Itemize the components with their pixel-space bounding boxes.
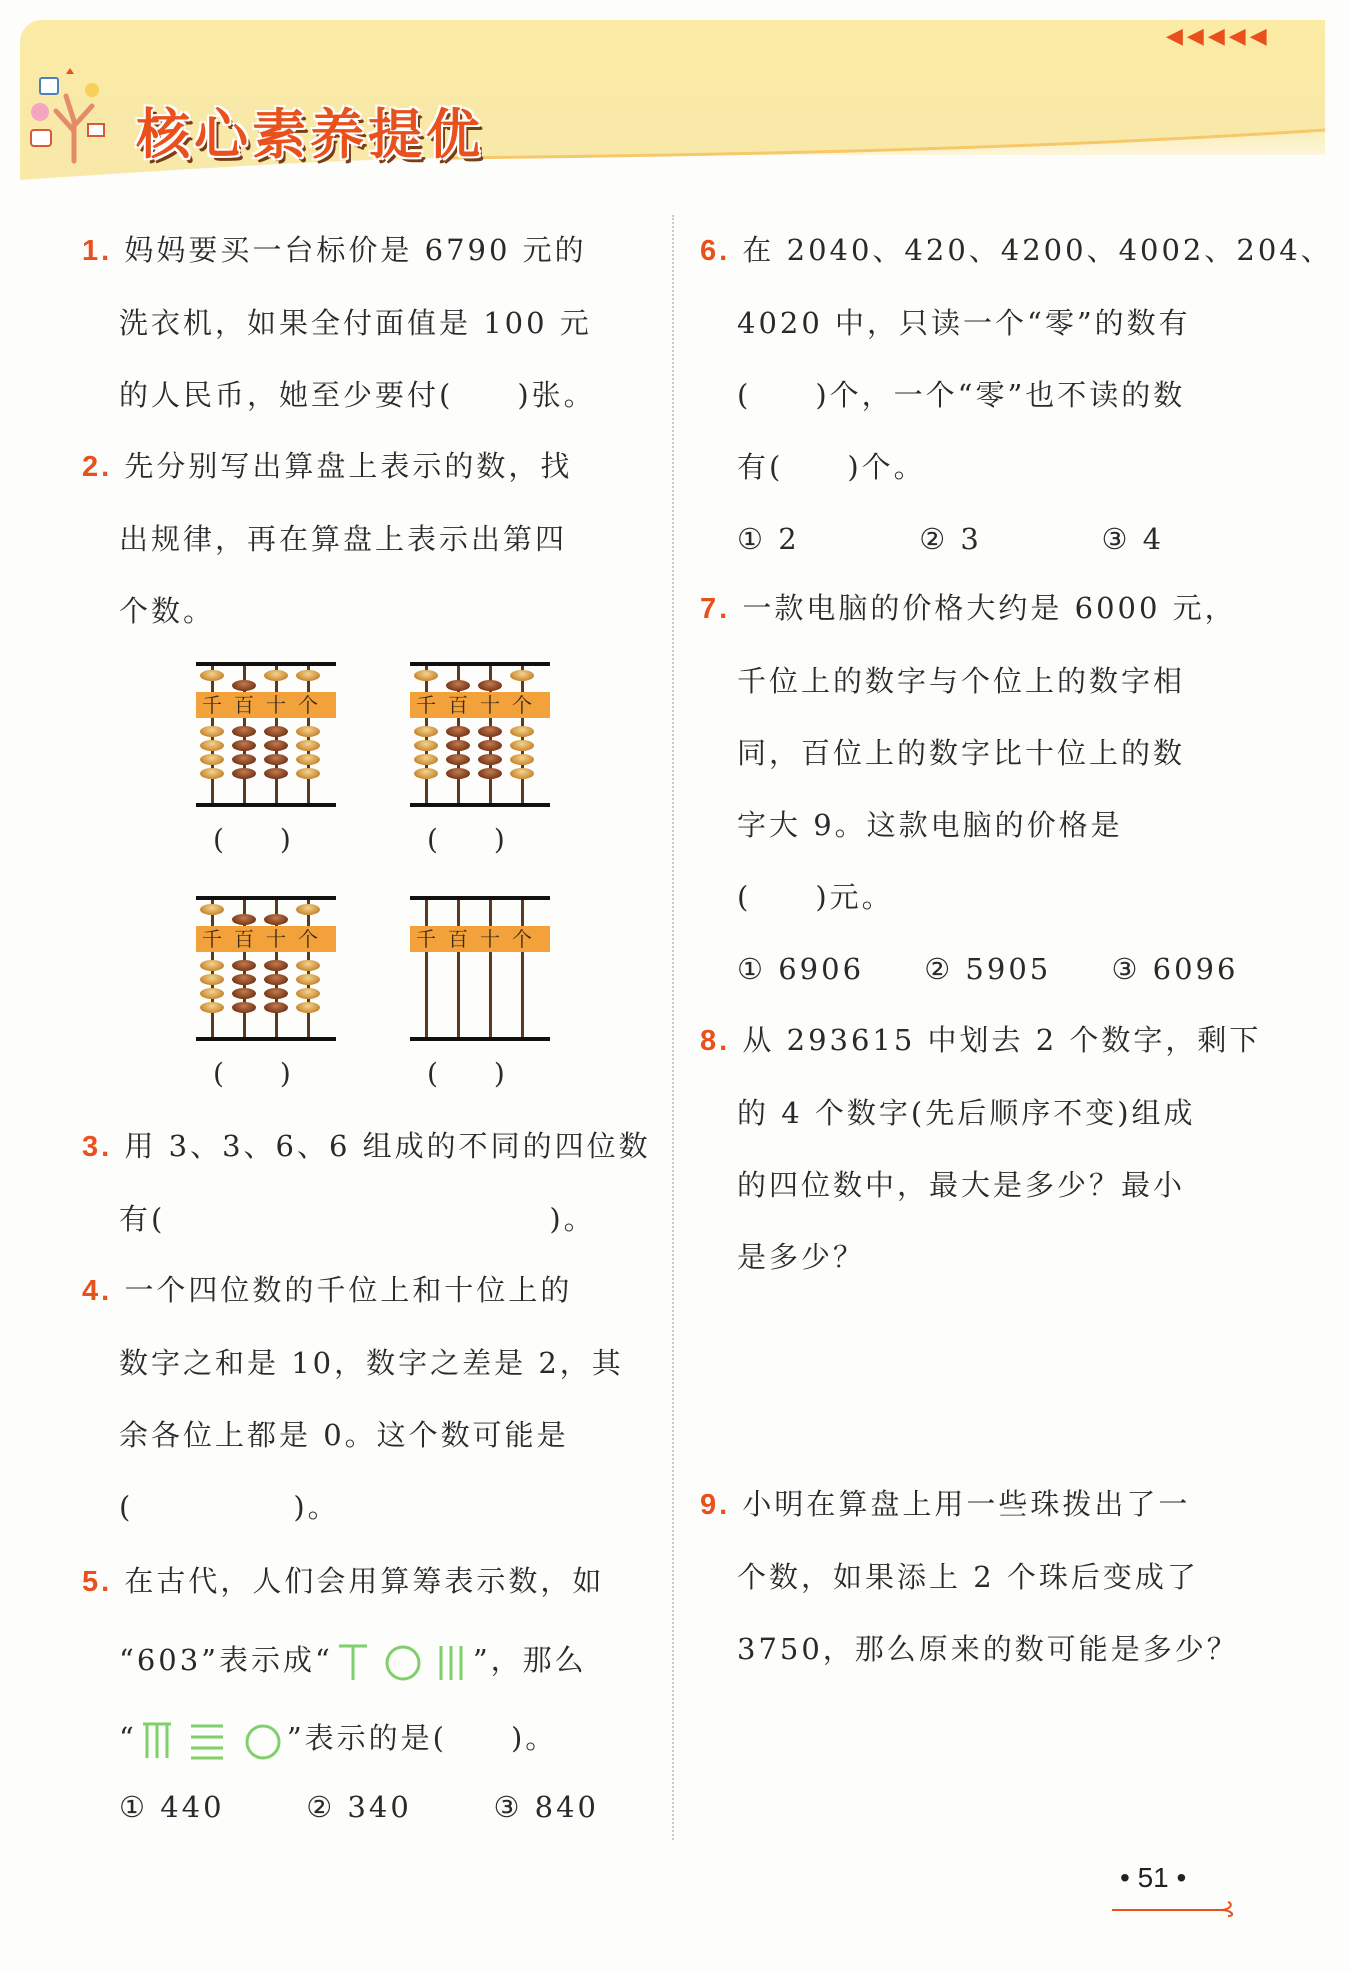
abacus-lower-bead: [446, 726, 470, 737]
column-divider: [672, 215, 674, 1840]
abacus-lower-bead: [296, 726, 320, 737]
question-text: 一款电脑的价格大约是 6000 元，: [742, 591, 1237, 625]
abacus-lower-bead: [200, 988, 224, 999]
abacus-lower-bead: [200, 754, 224, 765]
question-text: 同，百位上的数字比十位上的数: [737, 736, 1186, 770]
question-number: 6.: [700, 235, 731, 267]
abacus-lower-bead: [478, 754, 502, 765]
abacus-lower-bead: [296, 754, 320, 765]
option-3[interactable]: ③ 4: [1101, 522, 1165, 556]
abacus-lower-bead: [200, 740, 224, 751]
abacus-upper-bead: [478, 680, 502, 691]
question-text: 4020 中，只读一个“零”的数有: [737, 306, 1191, 340]
abacus-frame-top: [196, 662, 336, 666]
abacus-lower-bead: [478, 768, 502, 779]
question-text: “603”表示成“: [119, 1643, 333, 1677]
option-3[interactable]: ③ 840: [493, 1790, 600, 1824]
abacus-lower-bead: [200, 1002, 224, 1013]
question-text: 出规律，再在算盘上表示出第四: [119, 522, 568, 556]
question-7: [700, 572, 1238, 1005]
abacus-lower-bead: [478, 740, 502, 751]
arrow-left-icon: ◀: [1207, 24, 1225, 49]
abacus-lower-bead: [296, 740, 320, 751]
question-number: 3.: [82, 1131, 113, 1163]
section-title: 核心素养提优: [136, 103, 484, 166]
question-number: 4.: [82, 1275, 113, 1307]
arrow-left-icon: ◀: [1249, 24, 1267, 49]
question-text: 洗衣机，如果全付面值是 100 元: [119, 306, 592, 340]
question-text: 是多少？: [737, 1240, 866, 1274]
abacus-lower-bead: [264, 960, 288, 971]
abacus-lower-bead: [296, 974, 320, 985]
question-number: 8.: [700, 1025, 731, 1057]
abacus-2: [410, 662, 550, 807]
abacus-lower-bead: [296, 988, 320, 999]
question-text: 的 4 个数字(先后顺序不变)组成: [737, 1096, 1196, 1130]
abacus-lower-bead: [510, 754, 534, 765]
question-text: 数字之和是 10，数字之差是 2，其: [119, 1346, 624, 1380]
question-text: 用 3、3、6、6 组成的不同的四位数: [124, 1129, 651, 1163]
question-text: ( )。: [119, 1490, 340, 1524]
abacus-lower-bead: [414, 768, 438, 779]
question-number: 1.: [82, 235, 113, 267]
question-number: 2.: [82, 451, 113, 483]
option-3[interactable]: ③ 6096: [1111, 952, 1239, 986]
question-text: 余各位上都是 0。这个数可能是: [119, 1418, 569, 1452]
abacus-lower-bead: [232, 974, 256, 985]
abacus-lower-bead: [510, 726, 534, 737]
question-number: 9.: [700, 1489, 731, 1521]
option-2[interactable]: ② 3: [919, 522, 982, 556]
abacus-lower-bead: [264, 1002, 288, 1013]
abacus-column-label: 个: [298, 693, 318, 717]
abacus-lower-bead: [200, 974, 224, 985]
abacus-lower-bead: [414, 740, 438, 751]
abacus-frame-bottom: [196, 803, 336, 807]
abacus-column-label: 千: [416, 927, 436, 951]
abacus-column-label: 百: [448, 927, 468, 951]
abacus-upper-bead: [296, 904, 320, 915]
arrow-left-icon: ◀: [1186, 24, 1204, 49]
abacus-lower-bead: [296, 960, 320, 971]
abacus-upper-bead: [510, 670, 534, 681]
question-4: [82, 1254, 624, 1543]
rod-numeral-question: [137, 1718, 287, 1762]
abacus-lower-bead: [232, 960, 256, 971]
abacus-lower-bead: [296, 1002, 320, 1013]
abacus-lower-bead: [200, 960, 224, 971]
option-1[interactable]: ① 440: [119, 1790, 225, 1824]
abacus-column-label: 千: [416, 693, 436, 717]
abacus-lower-bead: [414, 754, 438, 765]
abacus-column-label: 十: [266, 693, 286, 717]
question-text: ( )元。: [737, 880, 894, 914]
abacus-upper-bead: [264, 914, 288, 925]
abacus-answer-blank[interactable]: ( ): [213, 823, 291, 856]
question-text: 小明在算盘上用一些珠拨出了一: [742, 1487, 1191, 1521]
arrow-left-icon: ◀: [1228, 24, 1246, 49]
question-text: 妈妈要买一台标价是 6790 元的: [124, 233, 587, 267]
question-text: 有( )个。: [737, 450, 926, 484]
abacus-rod: [425, 900, 428, 1037]
abacus-lower-bead: [264, 754, 288, 765]
question-number: 5.: [82, 1566, 113, 1598]
abacus-column-label: 个: [298, 927, 318, 951]
abacus-lower-bead: [510, 740, 534, 751]
abacus-lower-bead: [446, 740, 470, 751]
abacus-frame-bottom: [196, 1037, 336, 1041]
question-text: ( )个，一个“零”也不读的数: [737, 378, 1186, 412]
abacus-frame-top: [410, 662, 550, 666]
abacus-rod: [489, 900, 492, 1037]
abacus-upper-bead: [232, 680, 256, 691]
abacus-upper-bead: [296, 670, 320, 681]
abacus-rod: [521, 900, 524, 1037]
abacus-column-label: 百: [234, 693, 254, 717]
abacus-1: [196, 662, 336, 807]
abacus-upper-bead: [264, 670, 288, 681]
abacus-3: [196, 896, 336, 1041]
abacus-lower-bead: [232, 988, 256, 999]
option-1[interactable]: ① 2: [737, 522, 800, 556]
abacus-lower-bead: [232, 740, 256, 751]
abacus-lower-bead: [478, 726, 502, 737]
abacus-rod: [457, 900, 460, 1037]
question-9: [700, 1468, 1239, 1685]
page-number: • 51 •: [1120, 1862, 1187, 1893]
question-text: 个数。: [119, 594, 216, 628]
abacus-column-label: 百: [448, 693, 468, 717]
abacus-column-label: 十: [480, 693, 500, 717]
abacus-column-label: 千: [202, 693, 222, 717]
abacus-column-label: 个: [512, 927, 532, 951]
abacus-column-label: 十: [266, 927, 286, 951]
page-number-underline: [1110, 1898, 1240, 1918]
abacus-lower-bead: [510, 768, 534, 779]
question-text: ”表示的是( )。: [286, 1721, 558, 1755]
question-5: [82, 1542, 604, 1837]
question-text: 一个四位数的千位上和十位上的: [124, 1273, 573, 1307]
abacus-lower-bead: [296, 768, 320, 779]
abacus-lower-bead: [200, 768, 224, 779]
abacus-lower-bead: [264, 726, 288, 737]
abacus-lower-bead: [232, 754, 256, 765]
abacus-upper-bead: [414, 670, 438, 681]
option-2[interactable]: ② 340: [306, 1790, 412, 1824]
abacus-lower-bead: [232, 726, 256, 737]
abacus-lower-bead: [232, 1002, 256, 1013]
question-6: [700, 214, 1333, 575]
question-text: 在古代，人们会用算筹表示数，如: [124, 1564, 605, 1598]
abacus-column-label: 十: [480, 927, 500, 951]
abacus-frame-top: [410, 896, 550, 900]
question-number: 7.: [700, 593, 731, 625]
abacus-frame-bottom: [410, 803, 550, 807]
question-text: 的四位数中，最大是多少？最小: [737, 1168, 1186, 1202]
rod-numeral-603: [333, 1640, 473, 1684]
tree-icon: [26, 66, 116, 166]
abacus-lower-bead: [200, 726, 224, 737]
abacus-upper-bead: [200, 904, 224, 915]
abacus-lower-bead: [414, 726, 438, 737]
question-3: [82, 1110, 651, 1255]
question-text: “: [119, 1721, 137, 1755]
abacus-column-label: 千: [202, 927, 222, 951]
abacus-upper-bead: [446, 680, 470, 691]
question-1: [82, 214, 596, 431]
question-text: ”，那么: [472, 1643, 587, 1677]
header-arrows: [1166, 26, 1267, 48]
question-text: 在 2040、420、4200、4002、204、: [742, 233, 1333, 267]
option-2[interactable]: ② 5905: [924, 952, 1052, 986]
abacus-lower-bead: [264, 768, 288, 779]
question-text: 先分别写出算盘上表示的数，找: [124, 449, 573, 483]
abacus-answer-blank[interactable]: ( ): [427, 1057, 505, 1090]
question-text: 有( )。: [119, 1202, 596, 1236]
abacus-lower-bead: [264, 740, 288, 751]
question-text: 千位上的数字与个位上的数字相: [737, 664, 1186, 698]
question-text: 个数，如果添上 2 个珠后变成了: [737, 1560, 1199, 1594]
abacus-answer-blank[interactable]: ( ): [213, 1057, 291, 1090]
abacus-column-label: 百: [234, 927, 254, 951]
abacus-column-label: 个: [512, 693, 532, 717]
question-text: 字大 9。这款电脑的价格是: [737, 808, 1123, 842]
abacus-answer-blank[interactable]: ( ): [427, 823, 505, 856]
question-8: [700, 1004, 1261, 1293]
abacus-upper-bead: [200, 670, 224, 681]
abacus-lower-bead: [264, 974, 288, 985]
arrow-left-icon: ◀: [1166, 24, 1183, 49]
abacus-4: [410, 896, 550, 1041]
abacus-frame-bottom: [410, 1037, 550, 1041]
abacus-lower-bead: [446, 754, 470, 765]
question-text: 3750，那么原来的数可能是多少？: [737, 1632, 1239, 1666]
question-2: [82, 430, 572, 647]
abacus-lower-bead: [264, 988, 288, 999]
question-text: 从 293615 中划去 2 个数字，剩下: [742, 1023, 1262, 1057]
question-text: 的人民币，她至少要付( )张。: [119, 378, 596, 412]
abacus-upper-bead: [232, 914, 256, 925]
abacus-frame-top: [196, 896, 336, 900]
abacus-lower-bead: [446, 768, 470, 779]
abacus-lower-bead: [232, 768, 256, 779]
option-1[interactable]: ① 6906: [737, 952, 865, 986]
